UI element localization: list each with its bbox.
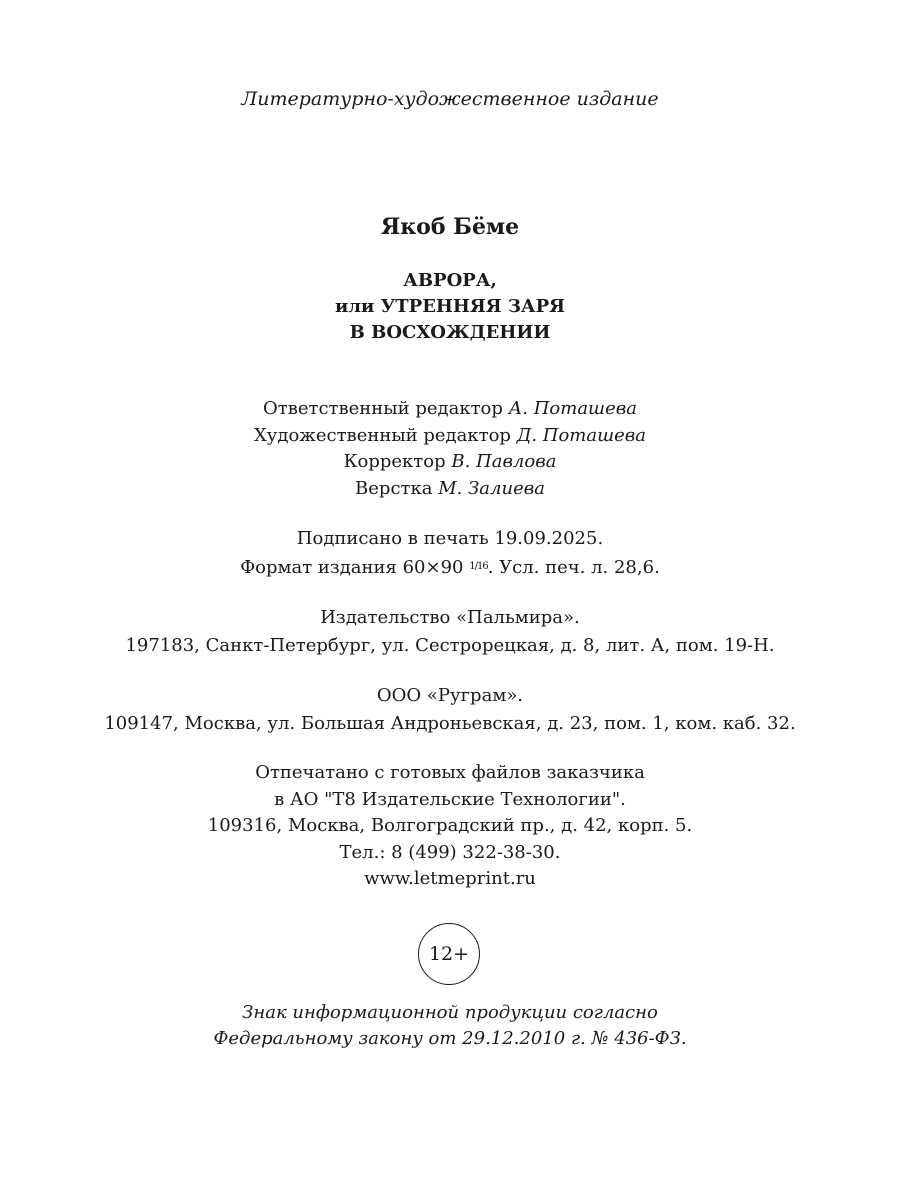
credit-line — [0, 396, 900, 423]
credit-person: В. Павлова — [451, 451, 557, 472]
age-rating-badge — [418, 923, 480, 985]
notice-line: Знак информационной продукции согласно — [242, 1002, 658, 1023]
format-prefix: Формат издания 60×90 — [240, 557, 464, 578]
credit-person: Д. Поташева — [516, 424, 647, 446]
format-line — [0, 553, 900, 582]
print-info-block — [0, 525, 900, 582]
credit-line — [0, 476, 900, 503]
signed-date: Подписано в печать 19.09.2025. — [296, 528, 604, 549]
age-rating-text: 12+ — [428, 943, 470, 965]
title-line: АВРОРА, — [403, 270, 497, 291]
book-title — [0, 268, 900, 346]
author-name — [0, 212, 900, 242]
title-line: В ВОСХОЖДЕНИИ — [349, 322, 551, 343]
printer-block — [0, 760, 900, 893]
format-fraction: 1/16 — [469, 561, 488, 572]
printer-line: в АО "Т8 Издательские Технологии". — [274, 788, 626, 810]
credit-person: А. Поташева — [508, 398, 637, 419]
notice-line: Федеральному закону от 29.12.2010 г. № 436-ФЗ. — [213, 1028, 687, 1049]
distributor-name: ООО «Руграм». — [376, 685, 524, 706]
printer-website: www.letmeprint.ru — [364, 868, 536, 889]
legal-notice — [0, 1000, 900, 1052]
credit-role: Художественный редактор — [253, 424, 511, 446]
credit-person: М. Залиева — [438, 477, 545, 499]
printer-line: 109316, Москва, Волгоградский пр., д. 42, корп. 5. — [207, 815, 693, 836]
credit-role: Верстка — [355, 477, 433, 499]
author-text: Якоб Бёме — [380, 214, 520, 240]
genre-text: Литературно-художественное издание — [241, 88, 659, 110]
title-line: или УТРЕННЯЯ ЗАРЯ — [335, 296, 565, 317]
printer-line: Тел.: 8 (499) 322-38-30. — [339, 841, 561, 863]
publisher-name: Издательство «Пальмира». — [320, 607, 580, 628]
credit-line — [0, 423, 900, 450]
credit-line — [0, 449, 900, 476]
distributor-address: 109147, Москва, ул. Большая Андроньевская, д. 23, пом. 1, ком. каб. 32. — [104, 713, 796, 734]
publisher-block — [0, 604, 900, 660]
printer-line: Отпечатано с готовых файлов заказчика — [255, 762, 645, 783]
genre-label — [0, 86, 900, 112]
credit-role: Ответственный редактор — [263, 398, 503, 419]
format-suffix: . Усл. печ. л. 28,6. — [487, 557, 660, 578]
distributor-block — [0, 682, 900, 738]
publisher-address: 197183, Санкт-Петербург, ул. Сестрорецкая, д. 8, лит. А, пом. 19-Н. — [125, 635, 775, 656]
credit-role: Корректор — [343, 451, 446, 472]
credits-block — [0, 396, 900, 502]
